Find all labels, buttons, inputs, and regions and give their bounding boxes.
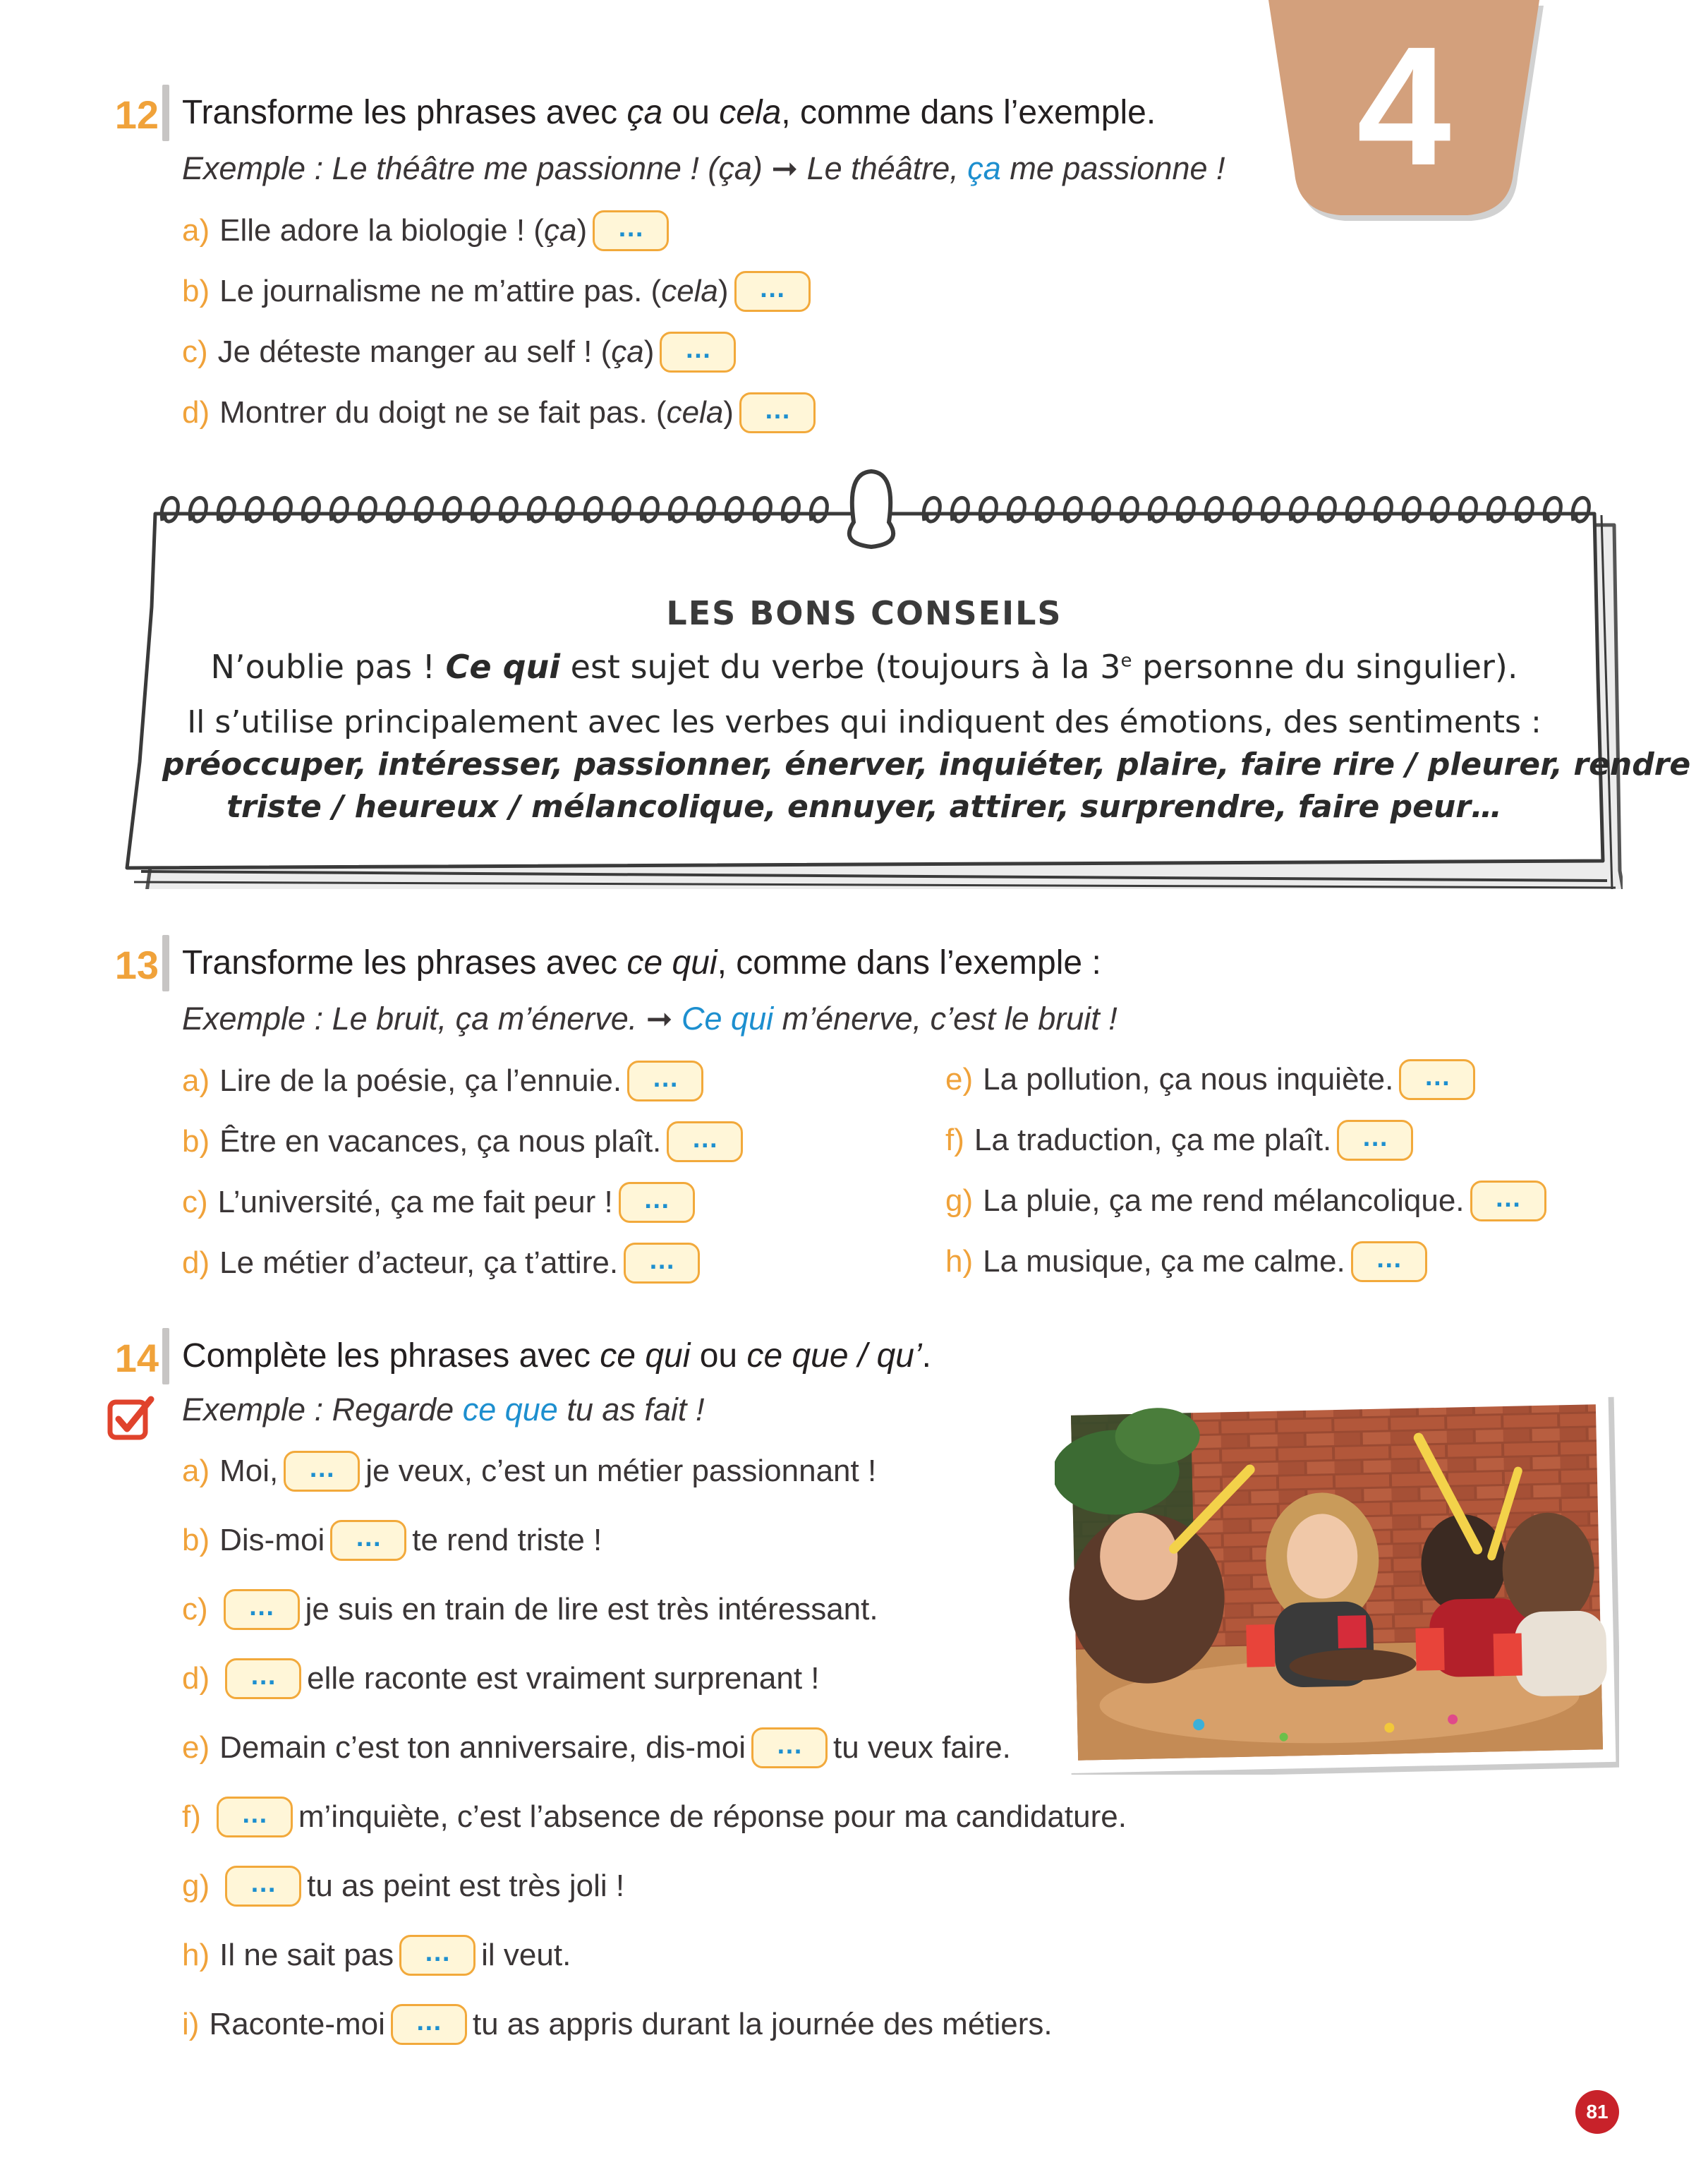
- ex13-item-g: g) La pluie, ça me rend mélancolique. …: [945, 1176, 1552, 1226]
- ex14-item-d: d) … elle raconte est vraiment surprenant !: [182, 1654, 820, 1703]
- tips-line-2: Il s’utilise principalement avec les verbes qui indiquent des émotions, des sentiments :: [187, 704, 1542, 740]
- ex12-item-b: b) Le journalisme ne m’attire pas. ( cela ) …: [182, 267, 816, 316]
- answer-blank[interactable]: …: [660, 332, 736, 373]
- answer-blank[interactable]: …: [739, 392, 816, 433]
- answer-blank[interactable]: …: [627, 1061, 703, 1101]
- answer-blank[interactable]: …: [1399, 1059, 1475, 1100]
- answer-blank[interactable]: …: [399, 1935, 476, 1976]
- ex12-item-a: a) Elle adore la biologie ! ( ça ) …: [182, 206, 674, 255]
- ex13-item-f: f) La traduction, ça me plaît. …: [945, 1116, 1419, 1165]
- exercise-title-14: Complète les phrases avec ce qui ou ce que / qu’.: [182, 1337, 931, 1375]
- answer-blank[interactable]: …: [624, 1243, 700, 1284]
- exercise-example-14: Exemple : Regarde ce que tu as fait !: [182, 1392, 705, 1427]
- ex13-item-c: c) L’université, ça me fait peur ! …: [182, 1178, 701, 1227]
- ex12-item-c: c) Je déteste manger au self ! ( ça ) …: [182, 327, 741, 377]
- exercise-bar: [162, 935, 169, 991]
- ex14-item-c: c) … je suis en train de lire est très intéressant.: [182, 1585, 878, 1634]
- exercise-bar: [162, 1328, 169, 1384]
- exercise-title-12: Transforme les phrases avec ça ou cela, comme dans l’exemple.: [182, 94, 1156, 131]
- hook-icon: [849, 471, 893, 547]
- exercise-number-13: 13: [114, 943, 159, 987]
- answer-blank[interactable]: …: [217, 1797, 293, 1837]
- ex14-item-g: g) … tu as peint est très joli !: [182, 1861, 624, 1911]
- answer-blank[interactable]: …: [619, 1182, 695, 1223]
- ex14-item-b: b) Dis-moi … te rend triste !: [182, 1516, 602, 1565]
- ex13-item-b: b) Être en vacances, ça nous plaît. …: [182, 1117, 749, 1166]
- tips-title: LES BONS CONSEILS: [666, 594, 1062, 632]
- exercise-bar: [162, 85, 169, 141]
- answer-blank[interactable]: …: [667, 1121, 743, 1162]
- answer-blank[interactable]: …: [1470, 1181, 1546, 1221]
- exercise-title-13: Transforme les phrases avec ce qui, comme dans l’exemple :: [182, 944, 1101, 982]
- ex13-item-a: a) Lire de la poésie, ça l’ennuie. …: [182, 1056, 709, 1106]
- answer-blank[interactable]: …: [1351, 1241, 1427, 1282]
- party-photo: [1055, 1390, 1619, 1775]
- answer-blank[interactable]: …: [391, 2004, 467, 2045]
- answer-blank[interactable]: …: [593, 210, 669, 251]
- page-number: 81: [1575, 2090, 1619, 2134]
- answer-blank[interactable]: …: [225, 1658, 301, 1699]
- tips-line-1: N’oublie pas ! Ce qui est sujet du verbe (toujours à la 3e personne du singulier).: [210, 648, 1518, 686]
- ex13-item-d: d) Le métier d’acteur, ça t’attire. …: [182, 1238, 705, 1288]
- tips-line-3: préoccuper, intéresser, passionner, énerver, inquiéter, plaire, faire rire / pleurer, rendre: [162, 747, 1691, 783]
- checkbox-check-icon: [106, 1394, 155, 1443]
- answer-blank[interactable]: …: [330, 1520, 406, 1561]
- ex14-item-e: e) Demain c’est ton anniversaire, dis-moi … tu veux faire.: [182, 1723, 1011, 1773]
- ex14-item-i: i) Raconte-moi … tu as appris durant la journée des métiers.: [182, 2000, 1053, 2049]
- ex12-item-d: d) Montrer du doigt ne se fait pas. ( cela ) …: [182, 388, 821, 437]
- exercise-example-12: Exemple : Le théâtre me passionne ! (ça) ➞ Le théâtre, ça me passionne !: [182, 150, 1225, 186]
- answer-blank[interactable]: …: [1337, 1120, 1413, 1161]
- answer-blank[interactable]: …: [224, 1589, 300, 1630]
- chapter-number: 4: [1357, 11, 1451, 200]
- ex14-item-a: a) Moi, … je veux, c’est un métier passionnant !: [182, 1447, 876, 1496]
- answer-blank[interactable]: …: [734, 271, 811, 312]
- exercise-number-12: 12: [114, 92, 159, 137]
- tips-line-4: triste / heureux / mélancolique, ennuyer, attirer, surprendre, faire peur…: [226, 789, 1503, 825]
- ex14-item-f: f) … m’inquiète, c’est l’absence de réponse pour ma candidature.: [182, 1792, 1127, 1842]
- ex13-item-h: h) La musique, ça me calme. …: [945, 1237, 1433, 1286]
- answer-blank[interactable]: …: [225, 1866, 301, 1907]
- answer-blank[interactable]: …: [751, 1727, 828, 1768]
- exercise-example-13: Exemple : Le bruit, ça m’énerve. ➞ Ce qui m’énerve, c’est le bruit !: [182, 1001, 1118, 1037]
- ex14-item-h: h) Il ne sait pas … il veut.: [182, 1931, 571, 1980]
- ex13-item-e: e) La pollution, ça nous inquiète. …: [945, 1055, 1481, 1104]
- answer-blank[interactable]: …: [284, 1451, 360, 1492]
- exercise-number-14: 14: [114, 1336, 159, 1380]
